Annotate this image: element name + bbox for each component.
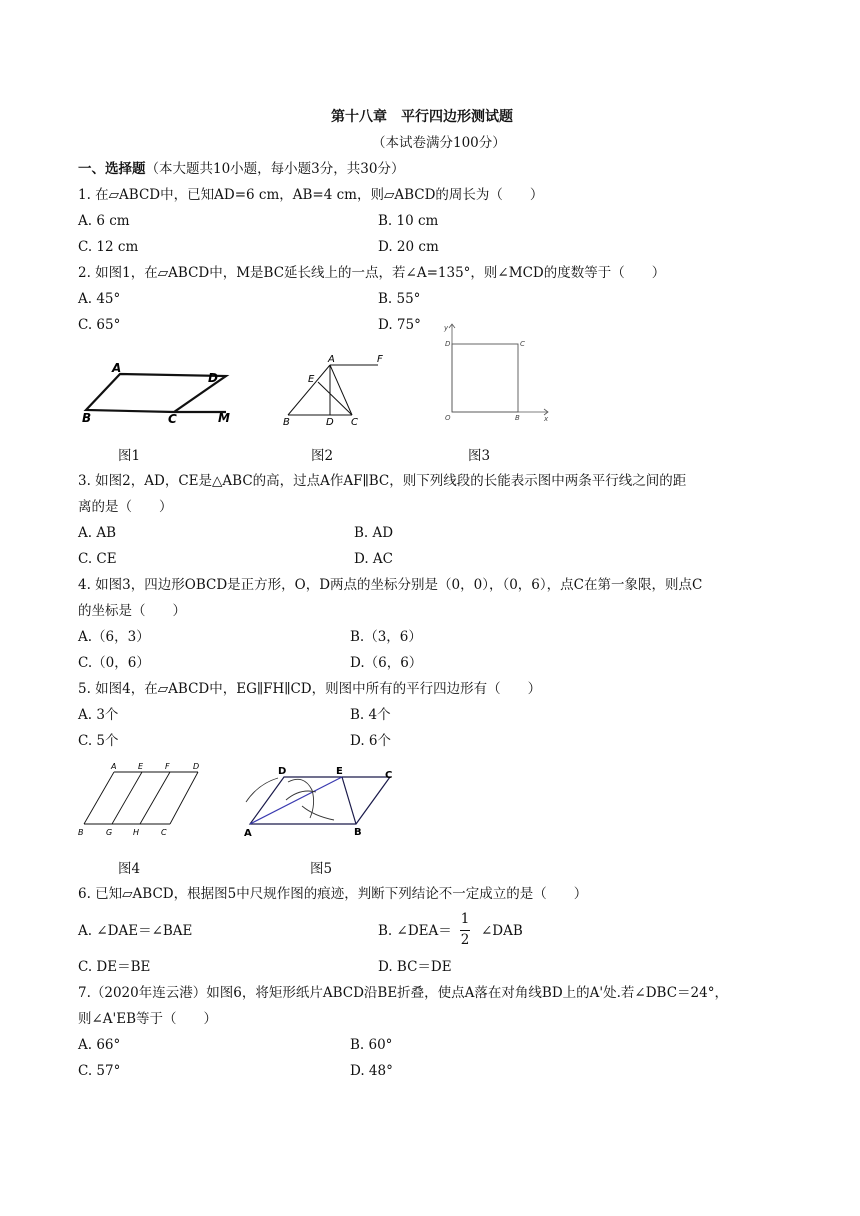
q7-option-a: A. 66°: [78, 1037, 121, 1053]
q3-option-b: B. AD: [354, 525, 394, 541]
fig3-label-x: x: [544, 415, 549, 423]
fig2-label-a: A: [328, 354, 335, 365]
q4-option-b: B.（3，6）: [350, 629, 422, 645]
fig1-label-c: C: [168, 412, 177, 426]
fig3-label-d: D: [445, 340, 451, 348]
q6-option-d: D. BC＝DE: [378, 959, 452, 975]
q1-option-d: D. 20 cm: [378, 239, 439, 255]
fig4-label-e: E: [138, 762, 144, 771]
q4-option-c: C.（0，6）: [78, 655, 150, 671]
caption-fig5: 图5: [310, 861, 333, 877]
q5-stem: 5. 如图4，在▱ABCD中，EG∥FH∥CD，则图中所有的平行四边形有（ ）: [78, 681, 542, 697]
q3-option-a: A. AB: [78, 525, 117, 541]
section-heading: [78, 160, 404, 178]
fig2-label-d: D: [326, 417, 334, 428]
caption-fig3: 图3: [468, 448, 491, 464]
fig4-label-b: B: [78, 828, 84, 837]
q4-option-a: A.（6，3）: [78, 629, 150, 645]
q3-stem-line1: 3. 如图2，AD，CE是△ABC的高，过点A作AF∥BC，则下列线段的长能表示图中两条平行线之间的距: [78, 473, 687, 489]
fig4-label-c: C: [161, 828, 167, 837]
q7-option-d: D. 48°: [350, 1063, 393, 1079]
q4-option-d: D.（6，6）: [350, 655, 423, 671]
q5-option-a: A. 3个: [78, 707, 119, 723]
fig1-label-m: M: [218, 411, 230, 425]
fig5-label-d: D: [278, 766, 287, 777]
q6-fraction-bar: [460, 930, 470, 931]
fig2-label-f: F: [377, 354, 383, 365]
fig4-label-d: D: [193, 762, 200, 771]
figure-3: [438, 320, 558, 425]
section-note: （本大题共10小题，每小题3分，共30分）: [145, 161, 405, 177]
fig1-label-b: B: [82, 411, 92, 425]
q6-option-b-prefix: B. ∠DEA＝: [378, 923, 452, 939]
caption-fig4: 图4: [118, 861, 141, 877]
page-subtitle: （本试卷满分100分）: [372, 135, 506, 151]
fig4-label-f: F: [165, 762, 170, 771]
caption-fig1: 图1: [118, 448, 141, 464]
q1-option-c: C. 12 cm: [78, 239, 139, 255]
fig2-label-e: E: [308, 374, 315, 385]
q6-fraction-denominator: 2: [460, 932, 470, 948]
figure-2: [278, 350, 398, 430]
q4-stem-line1: 4. 如图3，四边形OBCD是正方形，O，D两点的坐标分别是（0，0），（0，6），点C在第一象限，则点C: [78, 577, 703, 593]
q1-option-b: B. 10 cm: [378, 213, 439, 229]
fig4-label-a: A: [111, 762, 117, 771]
q3-stem-line2: 离的是（ ）: [78, 499, 173, 515]
q5-option-c: C. 5个: [78, 733, 119, 749]
q6-stem: 6. 已知▱ABCD，根据图5中尺规作图的痕迹，判断下列结论不一定成立的是（ ）: [78, 886, 588, 902]
fig3-label-b: B: [515, 414, 520, 422]
q6-option-c: C. DE＝BE: [78, 959, 151, 975]
page-title: 第十八章 平行四边形测试题: [331, 109, 513, 125]
fig5-label-e: E: [336, 766, 343, 777]
q1-stem: 1. 在▱ABCD中，已知AD=6 cm，AB=4 cm，则▱ABCD的周长为（ ）: [78, 187, 544, 203]
fig3-label-o: O: [445, 414, 451, 422]
fig4-label-h: H: [133, 828, 140, 837]
q5-option-d: D. 6个: [350, 733, 392, 749]
q5-option-b: B. 4个: [350, 707, 391, 723]
fig5-label-a: A: [244, 828, 252, 839]
q3-option-d: D. AC: [354, 551, 394, 567]
fig5-label-c: C: [385, 770, 393, 781]
figure-1: [78, 360, 248, 430]
fig1-label-d: D: [208, 371, 218, 385]
q4-stem-line2: 的坐标是（ ）: [78, 603, 186, 619]
q6-option-a: A. ∠DAE＝∠BAE: [78, 923, 193, 939]
q2-option-c: C. 65°: [78, 317, 121, 333]
caption-fig2: 图2: [311, 448, 334, 464]
q3-option-c: C. CE: [78, 551, 117, 567]
fig2-label-b: B: [283, 417, 290, 428]
q7-stem-line2: 则∠A'EB等于（ ）: [78, 1011, 218, 1027]
fig2-label-c: C: [351, 417, 358, 428]
fig3-label-c: C: [520, 340, 525, 348]
q6-fraction-numerator: 1: [460, 911, 470, 927]
fig5-label-b: B: [354, 827, 362, 838]
q2-option-b: B. 55°: [378, 291, 421, 307]
q6-option-b-suffix: ∠DAB: [481, 923, 523, 939]
q7-option-c: C. 57°: [78, 1063, 121, 1079]
q7-option-b: B. 60°: [350, 1037, 393, 1053]
figure-5: [238, 760, 408, 844]
figure-4: [74, 758, 214, 840]
q2-stem: 2. 如图1，在▱ABCD中，M是BC延长线上的一点，若∠A=135°，则∠MCD的度数等于（ ）: [78, 265, 666, 281]
q7-stem-line1: 7.（2020年连云港）如图6，将矩形纸片ABCD沿BE折叠，使点A落在对角线BD上的A'处.若∠DBC＝24°，: [78, 985, 728, 1001]
q1-option-a: A. 6 cm: [78, 213, 130, 229]
q2-option-d: D. 75°: [378, 317, 421, 333]
q2-option-a: A. 45°: [78, 291, 121, 307]
fig1-label-a: A: [112, 361, 122, 375]
fig3-label-y: y: [444, 324, 449, 332]
fig4-label-g: G: [106, 828, 113, 837]
section-title: 一、选择题: [78, 161, 146, 177]
